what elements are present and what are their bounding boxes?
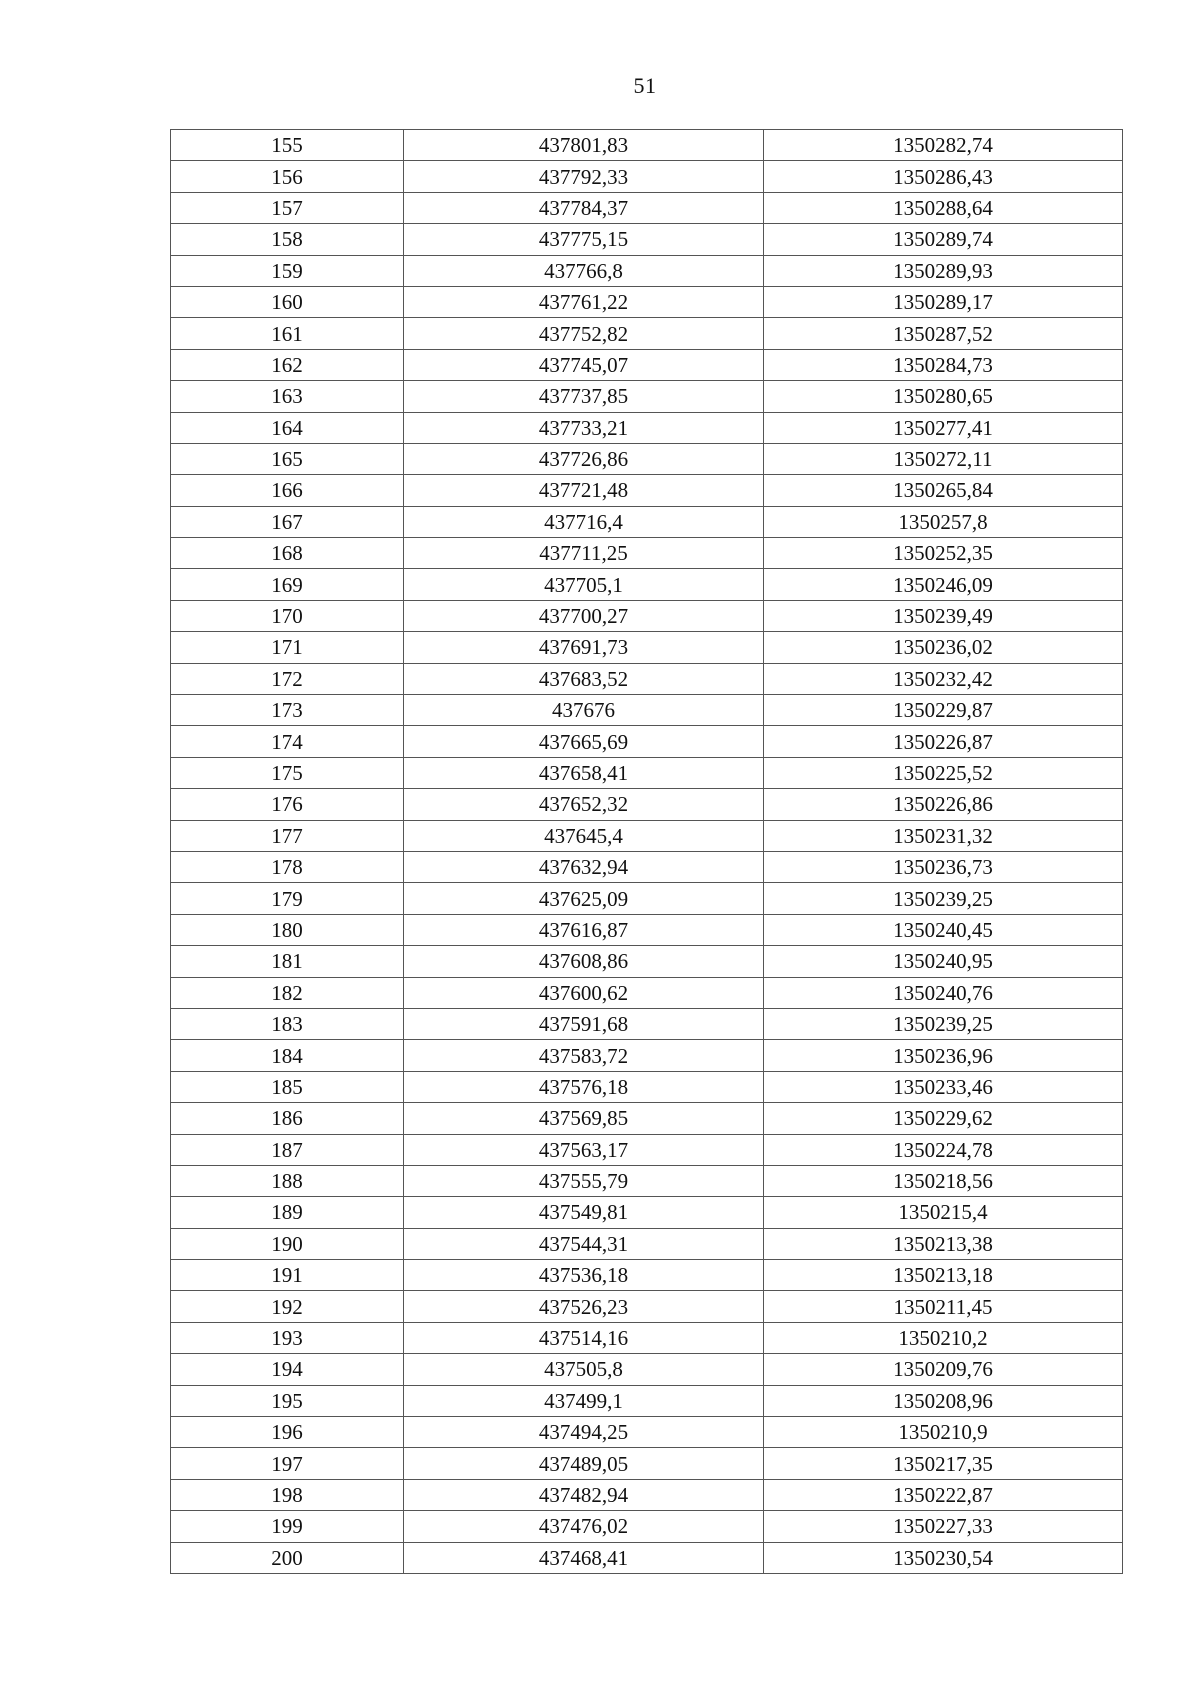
x-coordinate-cell: 437801,83: [404, 130, 764, 161]
point-number-cell: 172: [171, 663, 404, 694]
table-row: [171, 1417, 1123, 1448]
x-coordinate-cell: 437658,41: [404, 757, 764, 788]
y-coordinate-cell: 1350277,41: [764, 412, 1123, 443]
point-number-cell: 194: [171, 1354, 404, 1385]
y-coordinate-cell: 1350265,84: [764, 475, 1123, 506]
table-row: [171, 1040, 1123, 1071]
point-number-cell: 166: [171, 475, 404, 506]
table-row: [171, 224, 1123, 255]
y-coordinate-cell: 1350272,11: [764, 443, 1123, 474]
x-coordinate-cell: 437745,07: [404, 349, 764, 380]
table-row: [171, 1165, 1123, 1196]
point-number-cell: 196: [171, 1417, 404, 1448]
x-coordinate-cell: 437544,31: [404, 1228, 764, 1259]
point-number-cell: 189: [171, 1197, 404, 1228]
y-coordinate-cell: 1350246,09: [764, 569, 1123, 600]
point-number-cell: 161: [171, 318, 404, 349]
table-row: [171, 663, 1123, 694]
table-row: [171, 318, 1123, 349]
point-number-cell: 160: [171, 286, 404, 317]
y-coordinate-cell: 1350229,87: [764, 695, 1123, 726]
y-coordinate-cell: 1350236,73: [764, 851, 1123, 882]
y-coordinate-cell: 1350280,65: [764, 381, 1123, 412]
point-number-cell: 168: [171, 538, 404, 569]
y-coordinate-cell: 1350240,95: [764, 946, 1123, 977]
table-row: [171, 977, 1123, 1008]
table-row: [171, 381, 1123, 412]
point-number-cell: 156: [171, 161, 404, 192]
point-number-cell: 176: [171, 789, 404, 820]
table-row: [171, 600, 1123, 631]
point-number-cell: 181: [171, 946, 404, 977]
x-coordinate-cell: 437784,37: [404, 192, 764, 223]
coordinates-table-body: [171, 130, 1123, 1574]
y-coordinate-cell: 1350215,4: [764, 1197, 1123, 1228]
x-coordinate-cell: 437726,86: [404, 443, 764, 474]
y-coordinate-cell: 1350252,35: [764, 538, 1123, 569]
y-coordinate-cell: 1350231,32: [764, 820, 1123, 851]
x-coordinate-cell: 437775,15: [404, 224, 764, 255]
x-coordinate-cell: 437716,4: [404, 506, 764, 537]
x-coordinate-cell: 437555,79: [404, 1165, 764, 1196]
x-coordinate-cell: 437616,87: [404, 914, 764, 945]
point-number-cell: 195: [171, 1385, 404, 1416]
table-row: [171, 412, 1123, 443]
y-coordinate-cell: 1350213,18: [764, 1260, 1123, 1291]
x-coordinate-cell: 437576,18: [404, 1071, 764, 1102]
table-row: [171, 1291, 1123, 1322]
point-number-cell: 173: [171, 695, 404, 726]
y-coordinate-cell: 1350211,45: [764, 1291, 1123, 1322]
point-number-cell: 169: [171, 569, 404, 600]
table-row: [171, 851, 1123, 882]
table-row: [171, 1385, 1123, 1416]
table-row: [171, 1134, 1123, 1165]
point-number-cell: 164: [171, 412, 404, 443]
x-coordinate-cell: 437591,68: [404, 1008, 764, 1039]
point-number-cell: 200: [171, 1542, 404, 1573]
x-coordinate-cell: 437683,52: [404, 663, 764, 694]
x-coordinate-cell: 437652,32: [404, 789, 764, 820]
table-row: [171, 255, 1123, 286]
point-number-cell: 198: [171, 1479, 404, 1510]
coordinates-table: [170, 129, 1123, 1574]
x-coordinate-cell: 437563,17: [404, 1134, 764, 1165]
table-row: [171, 1228, 1123, 1259]
y-coordinate-cell: 1350287,52: [764, 318, 1123, 349]
point-number-cell: 185: [171, 1071, 404, 1102]
point-number-cell: 188: [171, 1165, 404, 1196]
x-coordinate-cell: 437468,41: [404, 1542, 764, 1573]
x-coordinate-cell: 437600,62: [404, 977, 764, 1008]
y-coordinate-cell: 1350282,74: [764, 130, 1123, 161]
y-coordinate-cell: 1350218,56: [764, 1165, 1123, 1196]
y-coordinate-cell: 1350229,62: [764, 1103, 1123, 1134]
x-coordinate-cell: 437766,8: [404, 255, 764, 286]
y-coordinate-cell: 1350284,73: [764, 349, 1123, 380]
table-row: [171, 130, 1123, 161]
y-coordinate-cell: 1350236,96: [764, 1040, 1123, 1071]
point-number-cell: 186: [171, 1103, 404, 1134]
y-coordinate-cell: 1350289,93: [764, 255, 1123, 286]
point-number-cell: 193: [171, 1322, 404, 1353]
x-coordinate-cell: 437700,27: [404, 600, 764, 631]
x-coordinate-cell: 437632,94: [404, 851, 764, 882]
x-coordinate-cell: 437514,16: [404, 1322, 764, 1353]
point-number-cell: 179: [171, 883, 404, 914]
x-coordinate-cell: 437489,05: [404, 1448, 764, 1479]
y-coordinate-cell: 1350289,74: [764, 224, 1123, 255]
table-row: [171, 695, 1123, 726]
page-number: 51: [633, 73, 657, 98]
table-row: [171, 475, 1123, 506]
x-coordinate-cell: 437792,33: [404, 161, 764, 192]
table-row: [171, 506, 1123, 537]
y-coordinate-cell: 1350213,38: [764, 1228, 1123, 1259]
y-coordinate-cell: 1350286,43: [764, 161, 1123, 192]
table-row: [171, 1071, 1123, 1102]
table-row: [171, 883, 1123, 914]
point-number-cell: 199: [171, 1511, 404, 1542]
y-coordinate-cell: 1350289,17: [764, 286, 1123, 317]
y-coordinate-cell: 1350222,87: [764, 1479, 1123, 1510]
table-row: [171, 820, 1123, 851]
x-coordinate-cell: 437721,48: [404, 475, 764, 506]
point-number-cell: 155: [171, 130, 404, 161]
table-row: [171, 1260, 1123, 1291]
y-coordinate-cell: 1350233,46: [764, 1071, 1123, 1102]
table-row: [171, 1511, 1123, 1542]
point-number-cell: 190: [171, 1228, 404, 1259]
point-number-cell: 182: [171, 977, 404, 1008]
y-coordinate-cell: 1350225,52: [764, 757, 1123, 788]
x-coordinate-cell: 437536,18: [404, 1260, 764, 1291]
table-row: [171, 569, 1123, 600]
point-number-cell: 167: [171, 506, 404, 537]
point-number-cell: 174: [171, 726, 404, 757]
y-coordinate-cell: 1350232,42: [764, 663, 1123, 694]
table-row: [171, 349, 1123, 380]
table-row: [171, 757, 1123, 788]
table-row: [171, 1197, 1123, 1228]
table-row: [171, 192, 1123, 223]
x-coordinate-cell: 437705,1: [404, 569, 764, 600]
table-row: [171, 1479, 1123, 1510]
x-coordinate-cell: 437476,02: [404, 1511, 764, 1542]
point-number-cell: 170: [171, 600, 404, 631]
table-row: [171, 946, 1123, 977]
x-coordinate-cell: 437665,69: [404, 726, 764, 757]
y-coordinate-cell: 1350239,49: [764, 600, 1123, 631]
point-number-cell: 197: [171, 1448, 404, 1479]
point-number-cell: 187: [171, 1134, 404, 1165]
x-coordinate-cell: 437752,82: [404, 318, 764, 349]
y-coordinate-cell: 1350257,8: [764, 506, 1123, 537]
x-coordinate-cell: 437645,4: [404, 820, 764, 851]
point-number-cell: 157: [171, 192, 404, 223]
x-coordinate-cell: 437494,25: [404, 1417, 764, 1448]
x-coordinate-cell: 437549,81: [404, 1197, 764, 1228]
y-coordinate-cell: 1350226,87: [764, 726, 1123, 757]
table-row: [171, 1008, 1123, 1039]
table-row: [171, 914, 1123, 945]
table-row: [171, 1542, 1123, 1573]
point-number-cell: 191: [171, 1260, 404, 1291]
table-row: [171, 789, 1123, 820]
x-coordinate-cell: 437761,22: [404, 286, 764, 317]
table-row: [171, 161, 1123, 192]
x-coordinate-cell: 437691,73: [404, 632, 764, 663]
y-coordinate-cell: 1350209,76: [764, 1354, 1123, 1385]
y-coordinate-cell: 1350239,25: [764, 1008, 1123, 1039]
table-row: [171, 632, 1123, 663]
x-coordinate-cell: 437625,09: [404, 883, 764, 914]
y-coordinate-cell: 1350230,54: [764, 1542, 1123, 1573]
x-coordinate-cell: 437482,94: [404, 1479, 764, 1510]
point-number-cell: 159: [171, 255, 404, 286]
point-number-cell: 180: [171, 914, 404, 945]
point-number-cell: 163: [171, 381, 404, 412]
table-row: [171, 1103, 1123, 1134]
x-coordinate-cell: 437737,85: [404, 381, 764, 412]
x-coordinate-cell: 437733,21: [404, 412, 764, 443]
y-coordinate-cell: 1350240,45: [764, 914, 1123, 945]
y-coordinate-cell: 1350208,96: [764, 1385, 1123, 1416]
y-coordinate-cell: 1350226,86: [764, 789, 1123, 820]
y-coordinate-cell: 1350217,35: [764, 1448, 1123, 1479]
table-row: [171, 538, 1123, 569]
point-number-cell: 177: [171, 820, 404, 851]
x-coordinate-cell: 437569,85: [404, 1103, 764, 1134]
table-row: [171, 1354, 1123, 1385]
point-number-cell: 178: [171, 851, 404, 882]
point-number-cell: 184: [171, 1040, 404, 1071]
x-coordinate-cell: 437711,25: [404, 538, 764, 569]
table-row: [171, 726, 1123, 757]
point-number-cell: 162: [171, 349, 404, 380]
point-number-cell: 183: [171, 1008, 404, 1039]
y-coordinate-cell: 1350288,64: [764, 192, 1123, 223]
x-coordinate-cell: 437608,86: [404, 946, 764, 977]
x-coordinate-cell: 437499,1: [404, 1385, 764, 1416]
x-coordinate-cell: 437505,8: [404, 1354, 764, 1385]
point-number-cell: 171: [171, 632, 404, 663]
x-coordinate-cell: 437676: [404, 695, 764, 726]
y-coordinate-cell: 1350239,25: [764, 883, 1123, 914]
x-coordinate-cell: 437583,72: [404, 1040, 764, 1071]
y-coordinate-cell: 1350227,33: [764, 1511, 1123, 1542]
table-row: [171, 443, 1123, 474]
y-coordinate-cell: 1350240,76: [764, 977, 1123, 1008]
y-coordinate-cell: 1350236,02: [764, 632, 1123, 663]
table-row: [171, 1448, 1123, 1479]
point-number-cell: 165: [171, 443, 404, 474]
point-number-cell: 192: [171, 1291, 404, 1322]
point-number-cell: 158: [171, 224, 404, 255]
point-number-cell: 175: [171, 757, 404, 788]
y-coordinate-cell: 1350210,9: [764, 1417, 1123, 1448]
y-coordinate-cell: 1350210,2: [764, 1322, 1123, 1353]
y-coordinate-cell: 1350224,78: [764, 1134, 1123, 1165]
table-row: [171, 1322, 1123, 1353]
table-row: [171, 286, 1123, 317]
x-coordinate-cell: 437526,23: [404, 1291, 764, 1322]
